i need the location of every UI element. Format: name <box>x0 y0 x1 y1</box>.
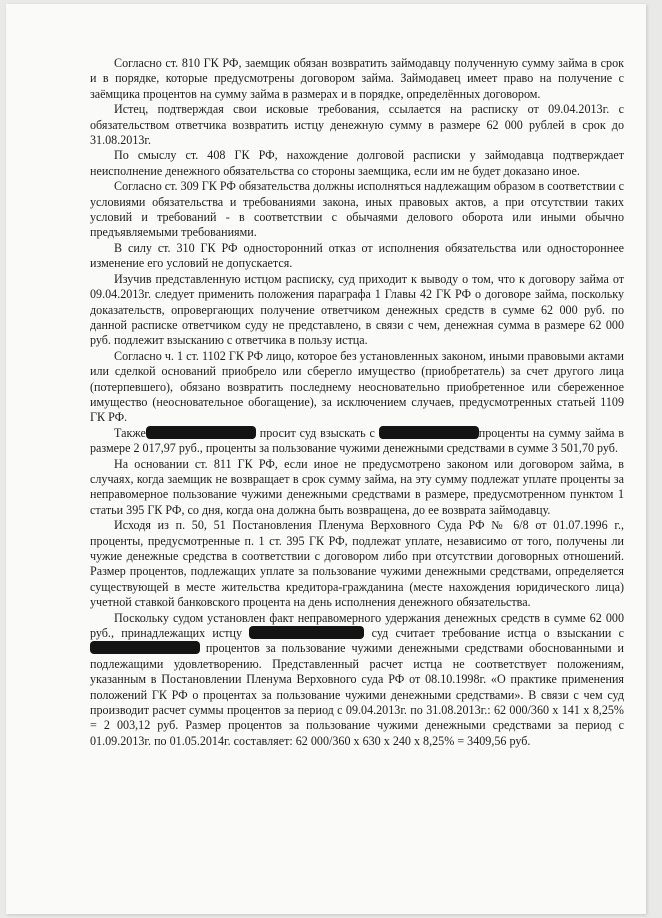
paragraph-plaintiff-receipt: Истец, подтверждая свои исковые требования, ссылается на расписку от 09.04.2013г. с обязательством ответчика возвратить истцу денежную сумму в размере 62 000 рублей в срок до 31.08.2013г. <box>90 102 624 148</box>
paragraph-art-810: Согласно ст. 810 ГК РФ, заемщик обязан возвратить займодавцу полученную сумму займа в срок и в порядке, которые предусмотрены договором займа. Займодавец имеет право на получение с заёмщика процентов на сумму займа в размерах и в порядке, определённых договором. <box>90 56 624 101</box>
final-text-b: суд считает требование истца о взыскании с <box>371 626 625 641</box>
redaction-block <box>379 426 479 439</box>
claim-text-b: просит суд взыскать с <box>259 425 375 440</box>
final-text-a: Поскольку судом установлен факт неправомерного удержания денежных средств в сумме 62 000 руб., принадлежащих истцу <box>90 610 624 641</box>
paragraph-final-calculation <box>90 611 624 750</box>
paragraph-art-309: Согласно ст. 309 ГК РФ обязательства должны исполняться надлежащим образом в соответствии с условиями обязательства и требованиями закона, иных правовых актов, а при отсутствии таких условий и требований - в соответствии с обычаями делового оборота или иными обычно предъявляемыми требованиями. <box>90 179 624 240</box>
claim-text-a: Также <box>114 425 146 440</box>
paragraph-art-811: На основании ст. 811 ГК РФ, если иное не предусмотрено законом или договором займа, в случаях, когда заемщик не возвращает в срок сумму займа, на эту сумму подлежат уплате проценты за неправомерное пользование чужими денежными средствами в размере, предусмотренном пунктом 1 статьи 395 ГК РФ, со дня, когда она должна быть возвращена, до ее возврата займодавцу. <box>90 456 624 517</box>
document-page <box>6 4 646 914</box>
redaction-block <box>146 426 256 439</box>
final-text-c: процентов за пользование чужими денежными средствами обоснованными и подлежащими удовлетворению. Представленный расчет истца не соответствует положениям, указанным в Постановлении Пленума Верховного суда РФ от 08.10.1998г. «О практике применения положений ГК РФ о процентах за пользование чужими денежными средствами». В связи с чем суд производит расчет суммы процентов за период с 09.04.2013г. по 31.08.2013г.: 62 000/360 х 141 х 8,25% = 2 003,12 руб. Размер процентов за пользование чужими денежными средствами за период с 01.09.2013г. по 01.05.2014г. составляет: 62 000/360 х 630 х 240 х 8,25% = 3409,56 руб. <box>90 641 624 748</box>
document-body <box>90 56 624 749</box>
redaction-block <box>90 641 200 654</box>
paragraph-art-408: По смыслу ст. 408 ГК РФ, нахождение долговой расписки у займодавца подтверждает неисполнение денежного обязательства со стороны заемщика, если им не будет доказано иное. <box>90 148 624 178</box>
paragraph-plenum-resolution: Исходя из п. 50, 51 Постановления Пленума Верховного Суда РФ № 6/8 от 01.07.1996 г., проценты, предусмотренные п. 1 ст. 395 ГК РФ, подлежат уплате, независимо от того, получены ли чужие денежные средства в соответствии с договором либо при отсутствии договорных отношений. Размер процентов, подлежащих уплате за пользование чужими денежными средствами, определяется существующей в месте жительства кредитора-гражданина (месте нахождения юридического лица) учетной ставкой банковского процента на день исполнения денежного обязательства. <box>90 518 624 610</box>
paragraph-art-310: В силу ст. 310 ГК РФ односторонний отказ от исполнения обязательства или одностороннее изменение его условий не допускается. <box>90 240 624 271</box>
paragraph-art-1102: Согласно ч. 1 ст. 1102 ГК РФ лицо, которое без установленных законом, иными правовыми актами или сделкой оснований приобрело или сберегло имущество (приобретатель) за счет другого лица (потерпевшего), обязано возвратить последнему неосновательно приобретенное или сбереженное имущество (неосновательное обогащение), за исключением случаев, предусмотренных статьей 1109 ГК РФ. <box>90 348 624 425</box>
paragraph-interest-claim <box>90 426 624 457</box>
paragraph-court-conclusion: Изучив представленную истцом расписку, суд приходит к выводу о том, что к договору займа от 09.04.2013г. следует применить положения параграфа 1 Главы 42 ГК РФ о договоре займа, поскольку доказательств, опровергающих получение ответчиком денежных средств в сумме 62 000 руб. по данной расписке ответчиком суду не представлено, в связи с чем, денежная сумма в размере 62 000 руб. подлежит взысканию с ответчика в пользу истца. <box>90 271 624 348</box>
claim-text-c: проценты на сумму займа в размере 2 017,97 руб., проценты за пользование чужими денежными средствами в сумме 3 501,70 руб. <box>90 425 624 456</box>
redaction-block <box>249 626 364 639</box>
